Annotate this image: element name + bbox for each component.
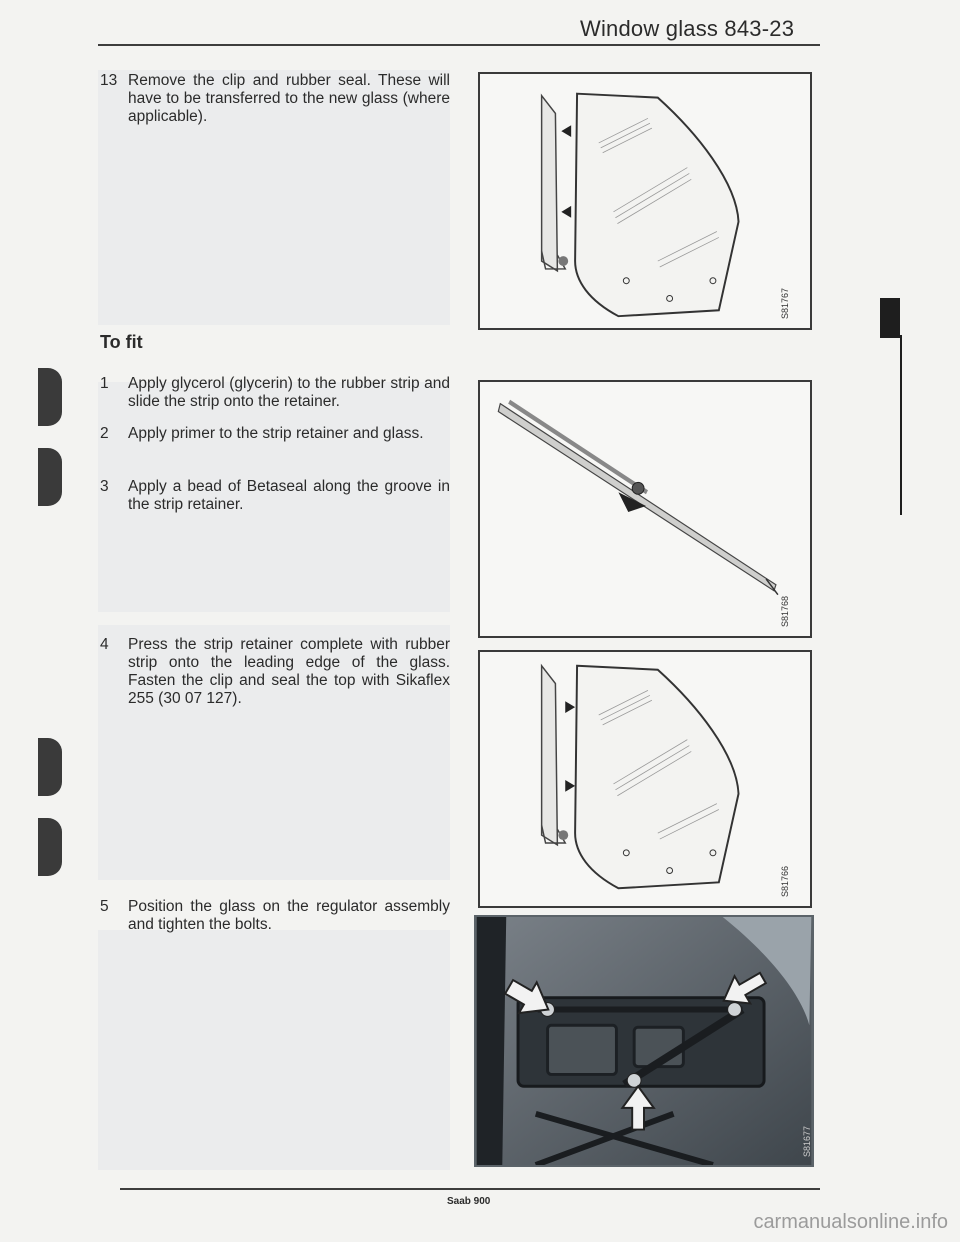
step-number: 3 [100, 478, 109, 495]
footer-rule [120, 1188, 820, 1190]
step-5 [100, 898, 450, 934]
page-title: Window glass 843-23 [580, 16, 795, 41]
step-number: 13 [100, 72, 118, 89]
step-number: 4 [100, 636, 109, 653]
figure-retainer-removal [478, 72, 812, 330]
window-glass-retainer-removal-diagram [480, 74, 810, 328]
window-glass-retainer-fitting-diagram [480, 652, 810, 906]
binder-hole [38, 368, 62, 426]
regulator-assembly-photo [476, 917, 812, 1165]
figure-code: S81766 [780, 865, 790, 897]
step-text: Apply a bead of Betaseal along the groove in the strip retainer. [128, 478, 450, 513]
watermark: carmanualsonline.info [753, 1211, 948, 1233]
footer-text: Saab 900 [447, 1196, 491, 1207]
step-text: Apply primer to the strip retainer and glass. [128, 425, 424, 442]
step-1 [100, 375, 450, 411]
step-4 [100, 636, 450, 708]
step-text: Apply glycerol (glycerin) to the rubber strip and slide the strip onto the retainer. [128, 375, 450, 410]
step-text: Remove the clip and rubber seal. These will have to be transferred to the new glass (where applicable). [128, 72, 450, 125]
section-tab [880, 298, 900, 338]
step-number: 1 [100, 375, 109, 392]
step-number: 5 [100, 898, 109, 915]
step-13 [100, 72, 450, 126]
header-rule [98, 44, 820, 46]
strip-retainer-diagram [480, 382, 810, 636]
figure-strip-retainer [478, 380, 812, 638]
figure-retainer-fitting [478, 650, 812, 908]
step-text: Press the strip retainer complete with rubber strip onto the leading edge of the glass. Fasten the clip and seal the top with Sikaflex 255 (30 07 127). [128, 636, 450, 707]
figure-code: S81768 [780, 595, 790, 627]
section-title: To fit [100, 332, 143, 352]
binder-hole [38, 818, 62, 876]
step-3 [100, 478, 450, 514]
binder-hole [38, 738, 62, 796]
figure-regulator-photo [474, 915, 814, 1167]
tab-line [900, 335, 902, 515]
step-text: Position the glass on the regulator assembly and tighten the bolts. [128, 898, 450, 933]
step-2 [100, 425, 450, 443]
bleed-through-panel [98, 930, 450, 1170]
figure-code: S81677 [802, 1125, 812, 1157]
step-number: 2 [100, 425, 109, 442]
figure-code: S81767 [780, 287, 790, 319]
binder-hole [38, 448, 62, 506]
